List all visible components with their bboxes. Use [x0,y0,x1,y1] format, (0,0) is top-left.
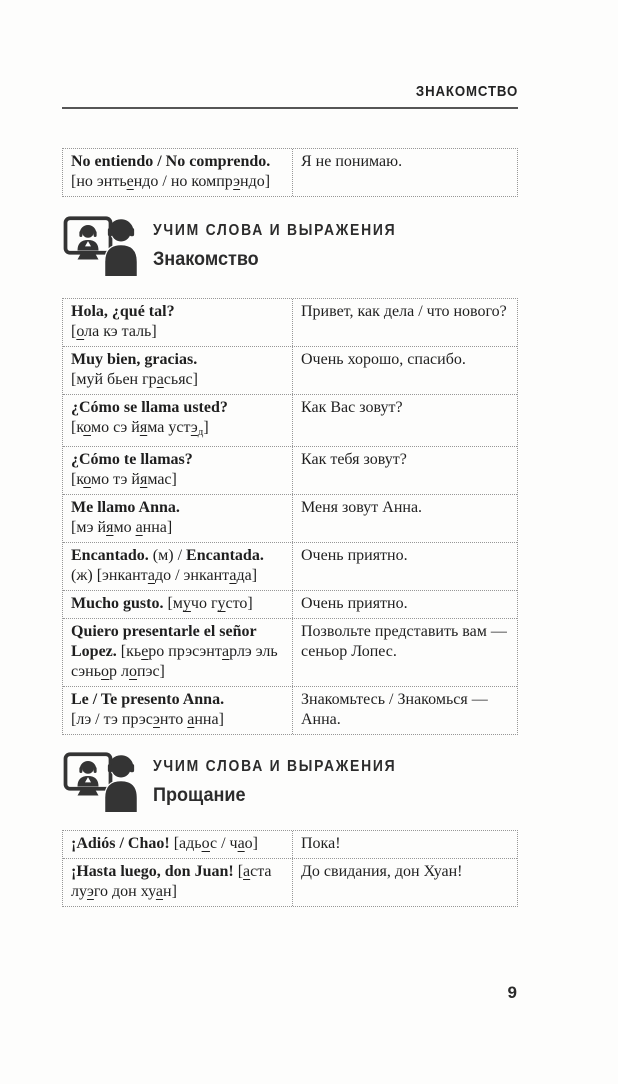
video-lesson-icon [62,749,138,812]
phrase-row [63,590,517,618]
source-phrase-cell [63,591,293,618]
translation-cell: Привет, как дела / что нового? [301,303,507,320]
source-phrase-cell [63,347,293,394]
phrase-row [63,346,517,394]
phrase-row [63,299,517,346]
source-phrase-cell [63,831,293,858]
stress-underline: у [217,595,226,612]
stress-underline: а [229,567,237,584]
phrase-row [63,149,517,196]
spanish-phrase: ¿Cómo te llamas? [71,451,193,468]
transcription: [комо сэ йяма устэ [71,419,198,436]
stress-underline: а [237,835,245,852]
stress-underline: о [129,663,138,680]
transcription: [аста луэго дон хуан] [71,863,272,900]
spanish-phrase: Mucho gusto. [71,595,164,612]
phrase-row [63,831,517,858]
phrase-table-intro [62,148,518,197]
translation-cell: Очень приятно. [301,547,408,564]
transcription: [комо тэ йямас] [71,471,177,488]
transcription: [лэ / тэ прэсэнто анна] [71,711,224,728]
phrase-row [63,394,517,446]
transcription: [мэ йямо анна] [71,519,173,536]
video-lesson-icon [62,213,138,276]
spanish-phrase: ¿Cómo se llama usted? [71,399,228,416]
stress-underline: а [155,883,164,900]
phrase-row [63,494,517,542]
stress-underline: е [126,173,134,190]
transcription: [ола кэ таль] [71,323,157,340]
running-head-text: ЗНАКОМСТВО [415,83,518,100]
stress-underline: о [76,323,85,340]
source-phrase-cell [63,859,293,906]
section-subtitle: Прощание [153,784,246,806]
phrase-row [63,542,517,590]
stress-underline: а [243,863,251,880]
spanish-phrase: Me llamo Anna. [71,499,180,516]
spanish-phrase: Encantado. [71,547,149,564]
stress-underline: я [139,419,148,436]
spanish-phrase: Le / Te presento Anna. [71,691,225,708]
source-phrase-cell [63,687,293,734]
source-phrase-cell [63,299,293,346]
transcription: [мучо густо] [163,595,253,612]
stress-underline: я [139,471,148,488]
section-header-znakomstvo [62,213,518,276]
page-content [62,84,518,907]
stress-underline: а [187,711,195,728]
stress-underline: о [201,835,210,852]
spanish-phrase: Muy bien, gracias. [71,351,198,368]
stress-underline: о [83,419,91,436]
stress-underline: у [182,595,191,612]
section-title: УЧИМ СЛОВА И ВЫРАЖЕНИЯ [153,221,397,239]
transcription: [но энтьендо / но компрэндо] [71,173,271,190]
transcription: д [197,426,204,438]
translation-cell: Очень хорошо, спасибо. [301,351,466,368]
section-subtitle: Знакомство [153,248,259,270]
section-header-proshchanie [62,749,518,812]
spanish-phrase: No entiendo / No comprendo. [71,153,271,170]
stress-underline: а [147,567,155,584]
stress-underline: я [106,519,114,536]
stress-underline: о [101,663,110,680]
stress-underline: о [83,471,91,488]
phrase-row [63,858,517,906]
section-title: УЧИМ СЛОВА И ВЫРАЖЕНИЯ [153,757,397,775]
phrase-row [63,446,517,494]
section-header-text [153,756,433,806]
translation-cell: Как Вас зовут? [301,399,403,416]
stress-underline: а [156,371,164,388]
source-phrase-cell [63,447,293,494]
translation-cell: Позвольте представить вам — сеньор Лопес. [301,623,507,660]
stress-underline: э [86,883,94,900]
translation-cell: До свидания, дон Хуан! [301,863,463,880]
spanish-phrase: Encantada. [186,547,264,564]
spanish-phrase: Hola, ¿qué tal? [71,303,175,320]
phrase-row [63,686,517,734]
source-phrase-cell [63,543,293,590]
spanish-phrase: ¡Hasta luego, don Juan! [71,863,234,880]
source-phrase-cell [63,149,293,196]
translation-cell: Как тебя зовут? [301,451,407,468]
running-head [62,84,518,100]
stress-underline: а [135,519,143,536]
phrase-row [63,618,517,686]
source-phrase-cell [63,395,293,446]
phrase-table-proshchanie [62,830,518,907]
source-phrase-cell [63,619,293,686]
section-header-text [153,220,433,270]
translation-cell: Знакомьтесь / Знакомься — Анна. [301,691,488,728]
phrase-table-znakomstvo [62,298,518,735]
page-number: 9 [507,983,517,1002]
stress-underline: э [190,419,198,436]
translation-cell: Пока! [301,835,341,852]
spanish-phrase: Quiero presentarle el señor Lopez. [71,623,257,660]
transcription: ] [203,419,209,436]
source-phrase-cell [63,495,293,542]
spanish-phrase: ¡Adiós / Chao! [71,835,170,852]
stress-underline: э [153,711,160,728]
translation-cell: Меня зовут Анна. [301,499,423,516]
translation-cell: Очень приятно. [301,595,408,612]
stress-underline: а [222,643,230,660]
transcription: (м) / [148,547,187,564]
transcription: [кьеро прэсэнтарлэ эль сэньор лопэс] [71,643,278,680]
translation-cell: Я не понимаю. [301,153,403,170]
transcription: [муй бьен грасьяс] [71,371,198,388]
transcription: (ж) [энкантадо / энкантада] [71,567,258,584]
header-rule [62,107,518,109]
stress-underline: е [141,643,149,660]
transcription: [адьос / чао] [169,835,258,852]
stress-underline: э [233,173,241,190]
